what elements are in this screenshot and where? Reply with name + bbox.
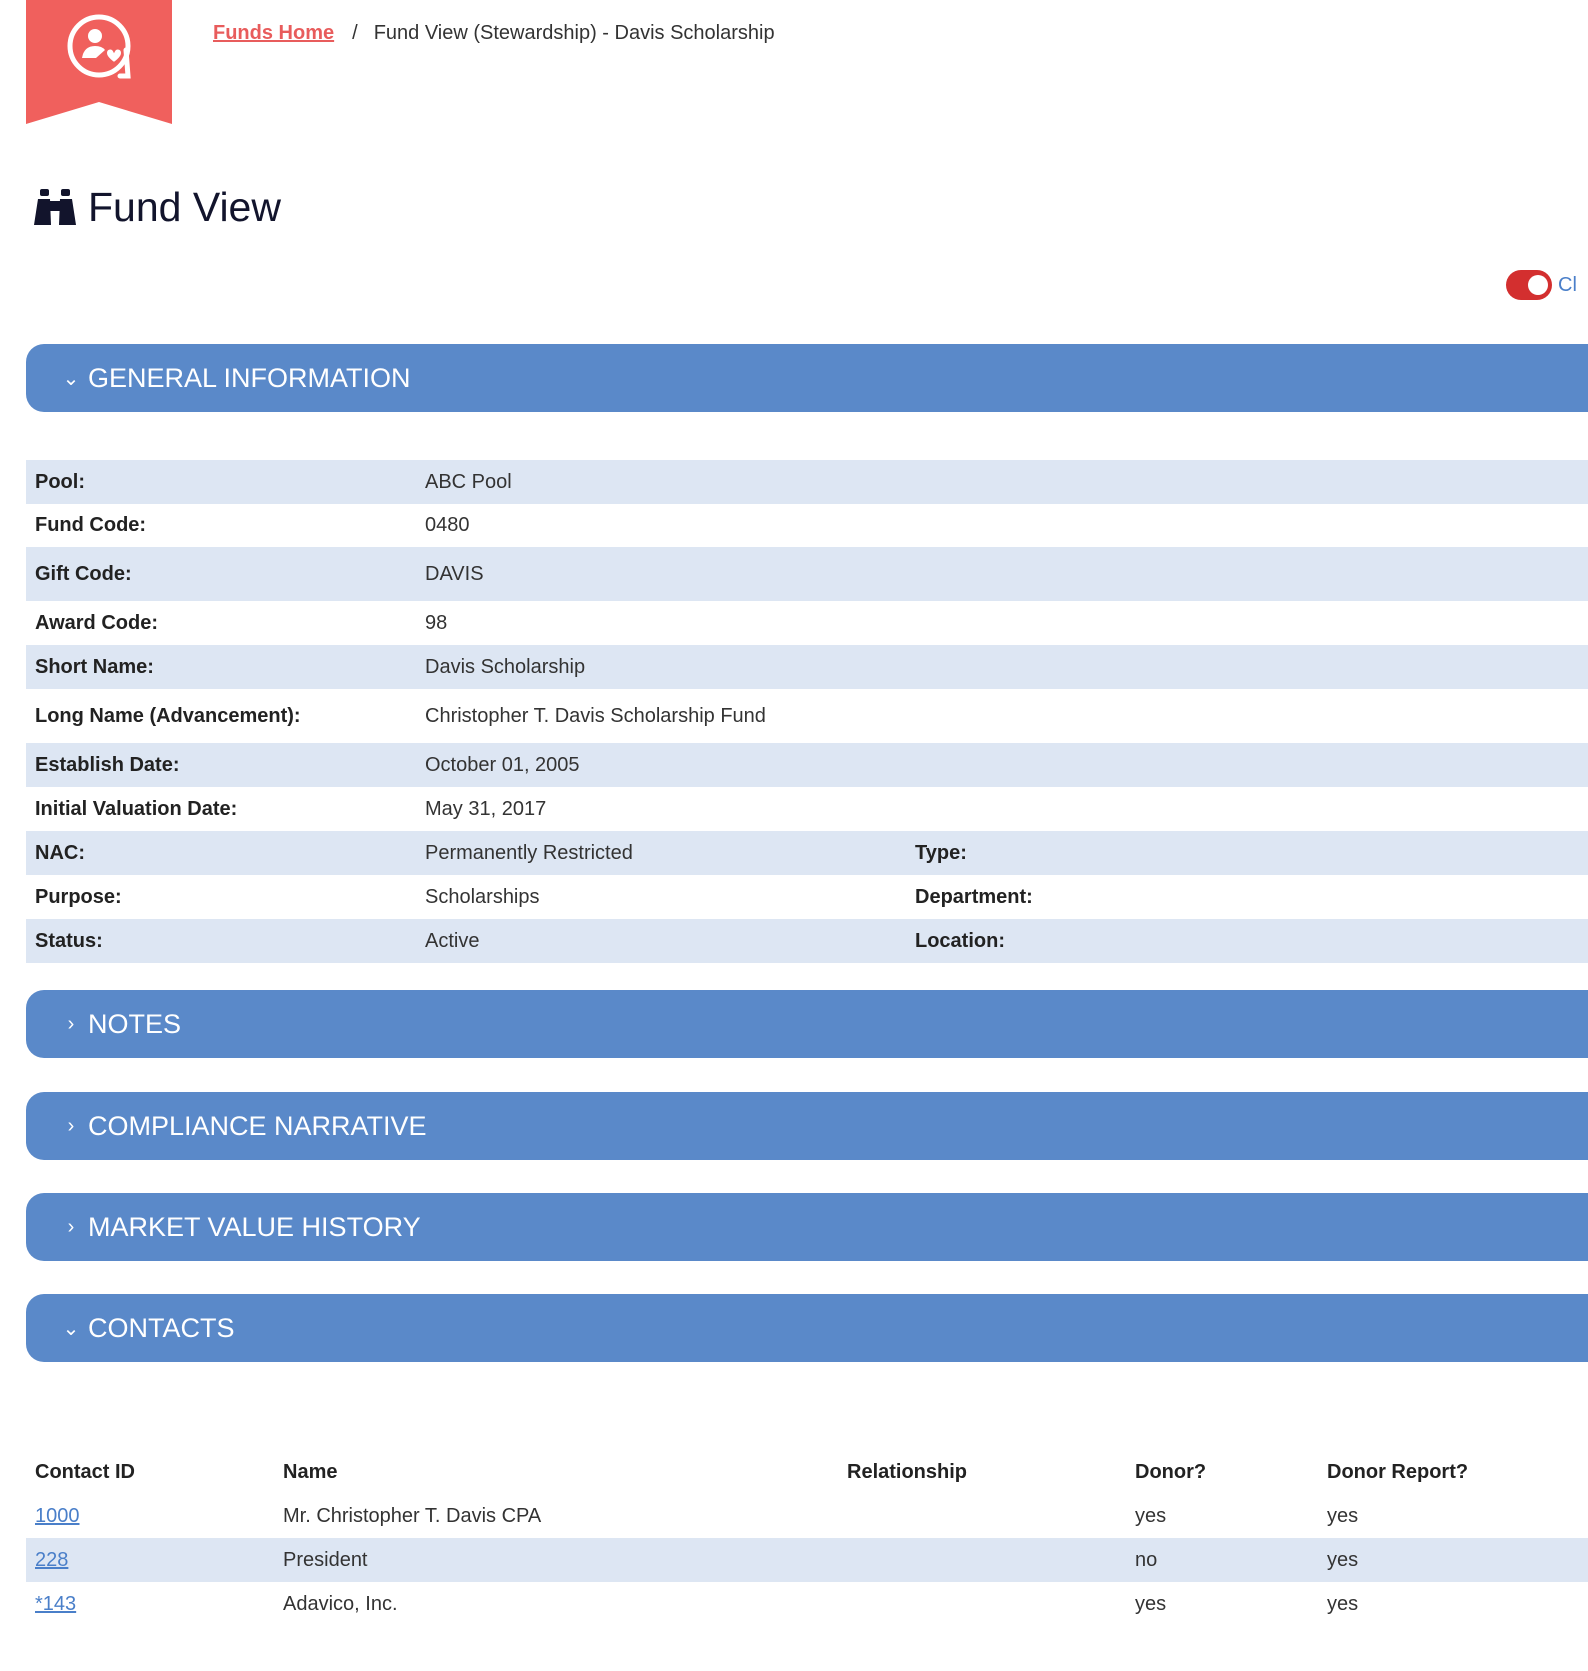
fund-code-value: 0480 bbox=[425, 514, 470, 536]
department-label: Department: bbox=[915, 885, 1033, 908]
contact-relationship bbox=[838, 1582, 1126, 1626]
contact-relationship bbox=[838, 1494, 1126, 1538]
contacts-header-row bbox=[26, 1450, 1588, 1494]
toggle-label: Cl bbox=[1558, 273, 1577, 296]
gift-code-value: DAVIS bbox=[425, 562, 484, 585]
section-title: GENERAL INFORMATION bbox=[88, 362, 411, 393]
col-donor: Donor? bbox=[1135, 1460, 1207, 1483]
contact-donor-report: yes bbox=[1327, 1592, 1359, 1615]
section-title: CONTACTS bbox=[88, 1312, 235, 1343]
table-row bbox=[26, 1582, 1588, 1626]
establish-date-value: October 01, 2005 bbox=[425, 753, 580, 776]
info-row-initial-valuation-date bbox=[26, 787, 1588, 831]
col-contact-id: Contact ID bbox=[35, 1460, 135, 1483]
purpose-label: Purpose: bbox=[35, 885, 122, 908]
info-row-nac bbox=[26, 831, 1588, 875]
info-row-gift-code bbox=[26, 547, 1588, 601]
contact-id-link[interactable]: 228 bbox=[35, 1548, 69, 1571]
contact-donor: yes bbox=[1135, 1592, 1167, 1615]
table-row bbox=[26, 1538, 1588, 1582]
info-row-fund-code bbox=[26, 504, 1588, 547]
pool-value: ABC Pool bbox=[425, 470, 512, 493]
breadcrumb-current: Fund View (Stewardship) - Davis Scholarship bbox=[373, 22, 775, 44]
info-row-status bbox=[26, 919, 1588, 963]
nac-value: Permanently Restricted bbox=[425, 841, 633, 864]
location-label: Location: bbox=[915, 929, 1005, 952]
chevron-right-icon: › bbox=[67, 1114, 75, 1137]
section-contacts[interactable] bbox=[26, 1294, 1588, 1362]
chevron-down-icon: ⌄ bbox=[62, 1317, 80, 1340]
table-row bbox=[26, 1494, 1588, 1538]
info-row-short-name bbox=[26, 645, 1588, 689]
section-compliance-narrative[interactable] bbox=[26, 1092, 1588, 1160]
short-name-value: Davis Scholarship bbox=[425, 655, 586, 678]
toggle-switch[interactable] bbox=[1506, 270, 1552, 300]
page-title: Fund View bbox=[88, 184, 281, 230]
contact-donor-report: yes bbox=[1327, 1504, 1359, 1527]
section-market-value-history[interactable] bbox=[26, 1193, 1588, 1261]
info-row-pool bbox=[26, 460, 1588, 504]
gift-code-label: Gift Code: bbox=[35, 562, 132, 585]
chevron-down-icon: ⌄ bbox=[62, 367, 80, 390]
initial-valuation-date-label: Initial Valuation Date: bbox=[35, 797, 238, 820]
chevron-right-icon: › bbox=[67, 1012, 75, 1035]
fund-code-label: Fund Code: bbox=[35, 514, 147, 536]
breadcrumb-funds-home-link[interactable]: Funds Home bbox=[213, 22, 335, 44]
info-row-establish-date bbox=[26, 743, 1588, 787]
app-logo[interactable] bbox=[26, 0, 180, 130]
establish-date-label: Establish Date: bbox=[35, 753, 180, 776]
contacts-table bbox=[26, 1450, 1588, 1626]
section-title: MARKET VALUE HISTORY bbox=[88, 1211, 421, 1242]
info-row-award-code bbox=[26, 601, 1588, 645]
info-row-long-name bbox=[26, 689, 1588, 743]
contact-name: Adavico, Inc. bbox=[283, 1592, 398, 1615]
contact-donor: yes bbox=[1135, 1504, 1167, 1527]
contact-relationship bbox=[838, 1538, 1126, 1582]
section-title: NOTES bbox=[88, 1008, 182, 1039]
page-header bbox=[34, 184, 281, 231]
col-name: Name bbox=[283, 1460, 338, 1483]
purpose-value: Scholarships bbox=[425, 885, 540, 908]
general-info-table bbox=[26, 460, 1588, 963]
contact-donor-report: yes bbox=[1327, 1548, 1359, 1571]
section-general-information[interactable] bbox=[26, 344, 1588, 412]
toggle-knob bbox=[1528, 275, 1548, 295]
logo-heart-icon bbox=[26, 0, 172, 126]
breadcrumb-separator: / bbox=[352, 22, 358, 44]
view-toggle[interactable] bbox=[1506, 270, 1577, 300]
pool-label: Pool: bbox=[35, 470, 85, 493]
initial-valuation-date-value: May 31, 2017 bbox=[425, 797, 547, 820]
contact-name: President bbox=[283, 1548, 368, 1571]
section-title: COMPLIANCE NARRATIVE bbox=[88, 1110, 427, 1141]
col-donor-report: Donor Report? bbox=[1327, 1460, 1469, 1483]
short-name-label: Short Name: bbox=[35, 655, 154, 678]
status-label: Status: bbox=[35, 929, 103, 952]
info-row-purpose bbox=[26, 875, 1588, 919]
breadcrumb bbox=[213, 22, 775, 45]
award-code-label: Award Code: bbox=[35, 611, 158, 634]
type-label: Type: bbox=[915, 841, 967, 864]
contact-donor: no bbox=[1135, 1548, 1158, 1571]
binoculars-icon bbox=[34, 189, 76, 227]
long-name-value: Christopher T. Davis Scholarship Fund bbox=[425, 704, 766, 727]
contact-id-link[interactable]: 1000 bbox=[35, 1504, 80, 1527]
long-name-label: Long Name (Advancement): bbox=[35, 704, 301, 727]
award-code-value: 98 bbox=[425, 611, 448, 634]
status-value: Active bbox=[425, 929, 480, 952]
section-notes[interactable] bbox=[26, 990, 1588, 1058]
chevron-right-icon: › bbox=[67, 1215, 75, 1238]
nac-label: NAC: bbox=[35, 841, 85, 864]
contact-id-link[interactable]: *143 bbox=[35, 1592, 77, 1615]
contact-name: Mr. Christopher T. Davis CPA bbox=[283, 1504, 542, 1527]
col-relationship: Relationship bbox=[847, 1460, 968, 1483]
